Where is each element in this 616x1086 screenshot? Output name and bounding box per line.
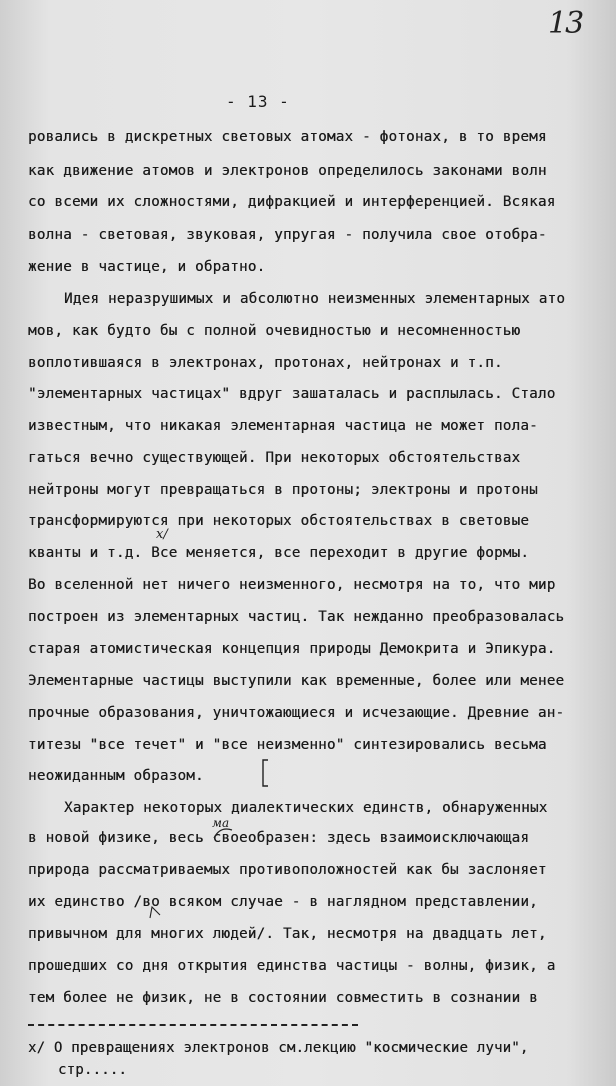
insertion-bracket-mark [263, 760, 268, 786]
text-line: жение в частице, и обратно. [28, 259, 266, 275]
text-line: мов, как будто бы с полной очевидностью и несомненностью [28, 323, 521, 339]
text-line: со всеми их сложностями, дифракцией и интерференцией. Всякая [28, 194, 556, 210]
text-line: в новой физике, весь своеобразен: здесь взаимоисключающая [28, 830, 530, 846]
text-line: старая атомистическая концепция природы Демокрита и Эпикура. [28, 641, 556, 657]
text-line: титезы "все течет" и "все неизменно" синтезировались весьма [28, 737, 547, 753]
text-line: тем более не физик, не в состоянии совместить в сознании в [28, 990, 538, 1006]
text-line: кванты и т.д. Все меняется, все переходит в другие формы. [28, 545, 530, 561]
text-line: ровались в дискретных световых атомах - фотонах, в то время [28, 129, 547, 145]
page-number-header: - 13 - [226, 92, 290, 111]
text-line: как движение атомов и электронов определилось законами волн [28, 163, 547, 179]
text-line: построен из элементарных частиц. Так нежданно преобразовалась [28, 609, 565, 625]
text-line: неожиданным образом. [28, 768, 204, 784]
handwritten-page-number: 13 [548, 6, 583, 41]
text-line: воплотившаяся в электронах, протонах, нейтронах и т.п. [28, 355, 503, 371]
text-line: известным, что никакая элементарная частица не может пола- [28, 418, 538, 434]
text-line: прочные образования, уничтожающиеся и исчезающие. Древние ан- [28, 705, 565, 721]
text-line: привычном для многих людей/. Так, несмотря на двадцать лет, [28, 926, 547, 942]
handwritten-insertion: ма [212, 816, 230, 830]
text-line: Характер некоторых диалектических единств, обнаруженных [64, 800, 548, 816]
text-line: прошедших со дня открытия единства частицы - волны, физик, а [28, 958, 556, 974]
text-line: гаться вечно существующей. При некоторых обстоятельствах [28, 450, 521, 466]
text-line: трансформируются при некоторых обстоятельствах в световые [28, 513, 530, 529]
text-line: Во вселенной нет ничего неизменного, несмотря на то, что мир [28, 577, 556, 593]
footnote-reference-mark: x/ [156, 527, 168, 542]
footnote-line: стр..... [58, 1062, 128, 1078]
text-line: волна - световая, звуковая, упругая - получила свое отобра- [28, 227, 547, 243]
text-line: нейтроны могут превращаться в протоны; электроны и протоны [28, 482, 538, 498]
text-line: Идея неразрушимых и абсолютно неизменных элементарных ато [64, 291, 566, 307]
text-line: природа рассматриваемых противоположностей как бы заслоняет [28, 862, 547, 878]
footnote-separator [28, 1024, 358, 1026]
text-line: "элементарных частицах" вдруг зашаталась и расплылась. Стало [28, 386, 556, 402]
footnote-line: x/ О превращениях электронов см.лекцию "космические лучи", [28, 1040, 529, 1056]
text-line: Элементарные частицы выступили как временные, более или менее [28, 673, 565, 689]
text-line: их единство /во всяком случае - в наглядном представлении, [28, 894, 538, 910]
